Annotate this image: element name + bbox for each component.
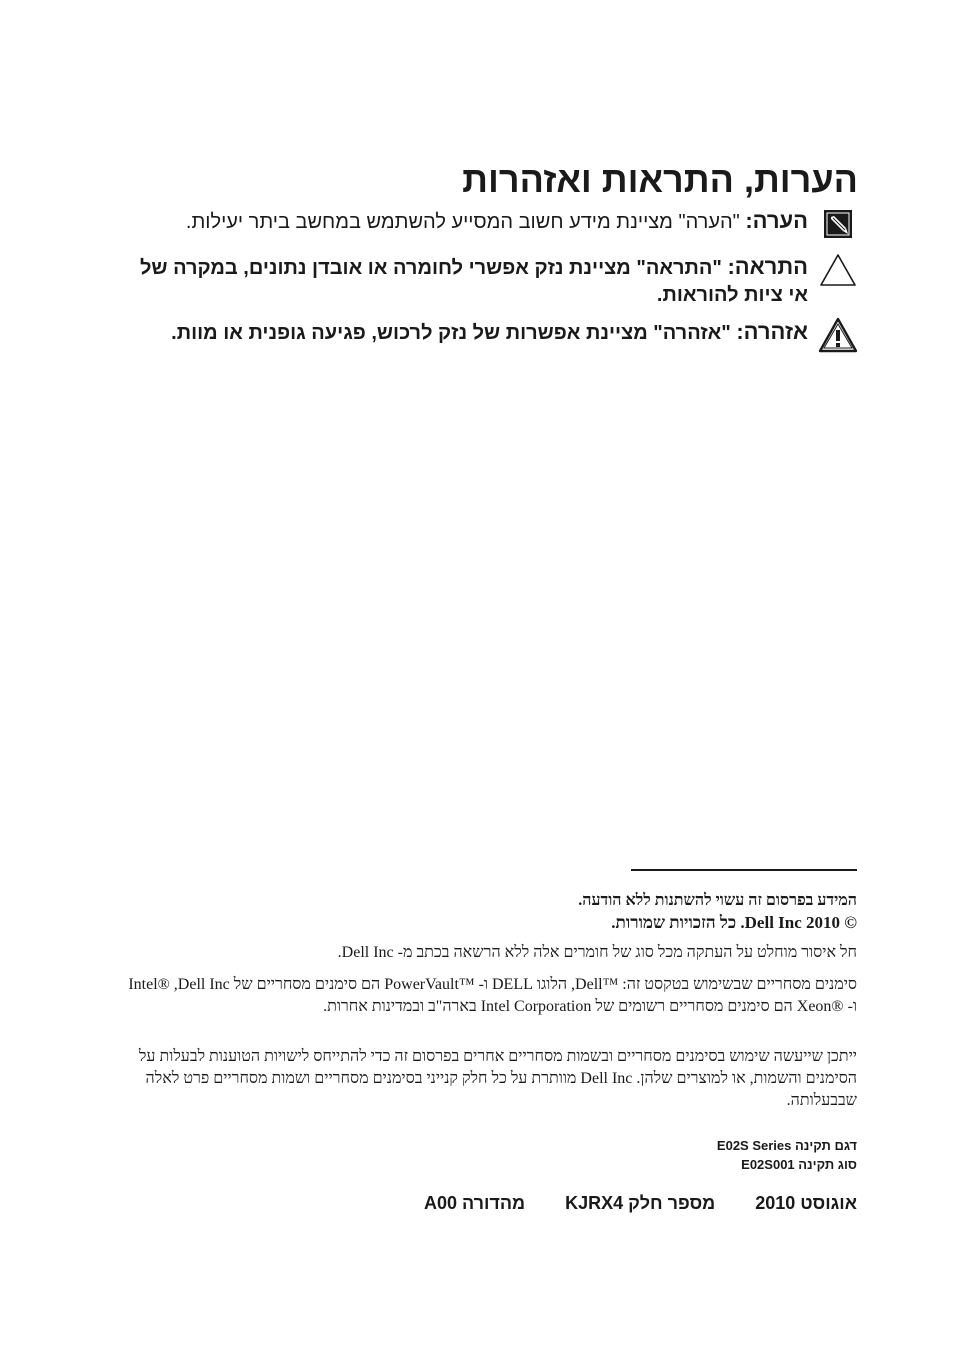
- reproduction-paragraph: חל איסור מוחלט על העתקה מכל סוג של חומרים אלה ללא הרשאה בכתב מ- ‎Dell Inc.: [337, 944, 857, 961]
- caution-triangle-icon: [818, 253, 858, 287]
- divider-rule: [631, 869, 857, 871]
- caution-label: התראה:: [727, 254, 808, 279]
- page-title: הערות, התראות ואזהרות: [462, 159, 858, 200]
- publication-date: אוגוסט 2010: [755, 1193, 857, 1213]
- note-notice: [128, 207, 858, 241]
- warning-label: אזהרה:: [736, 319, 808, 344]
- warning-notice: [128, 318, 858, 352]
- regulatory-model: דגם תקינה E02S Series: [716, 1138, 857, 1153]
- legal-notice-line: המידע בפרסום זה עשוי להשתנות ללא הודעה.: [578, 892, 857, 909]
- trademarks-paragraph: סימנים מסחריים שבשימוש בטקסט זה: ™Dell, הלוגו DELL ו- ™PowerVault הם סימנים מסחריים של Dell Inc‏, ®Intel ו- ®Xeon הם סימנים מסחריים רשומים של Intel Corporation בארה"ב ובמדינות אחרות.: [128, 976, 857, 1015]
- document-footer: [157, 1190, 857, 1216]
- legal-header: [117, 890, 857, 934]
- caution-text: "התראה" מציינת נזק אפשרי לחומרה או אובדן נתונים, במקרה של אי ציות להוראות.: [139, 257, 808, 306]
- other-trademarks-paragraph: ייתכן שייעשה שימוש בסימנים מסחריים ובשמות מסחריים אחרים בפרסום זה כדי להתייחס לישויות הטוענות לבעלות על הסימנים והשמות, או למוצרים שלהן. Dell Inc מוותרת על כל חלק קנייני בסימנים מסחריים ושמות מסחריים פרט לאלה שבבעלותה.: [138, 1048, 857, 1109]
- note-pencil-icon: [818, 207, 858, 241]
- regulatory-type: סוג תקינה E02S001: [741, 1157, 857, 1172]
- regulatory-info: [457, 1136, 857, 1174]
- copyright-line: ‏© 2010 Dell Inc. כל הזכויות שמורות.: [611, 913, 857, 932]
- note-label: הערה:: [745, 208, 808, 233]
- revision: מהדורה A00: [423, 1193, 526, 1213]
- warning-text: "אזהרה" מציינת אפשרות של נזק לרכוש, פגיעה גופנית או מוות.: [171, 322, 731, 344]
- part-number: מספר חלק KJRX4: [565, 1193, 716, 1213]
- caution-notice: [128, 253, 858, 309]
- note-text: "הערה" מציינת מידע חשוב המסייע להשתמש במחשב ביתר יעילות.: [185, 211, 740, 233]
- warning-exclamation-icon: [818, 318, 858, 352]
